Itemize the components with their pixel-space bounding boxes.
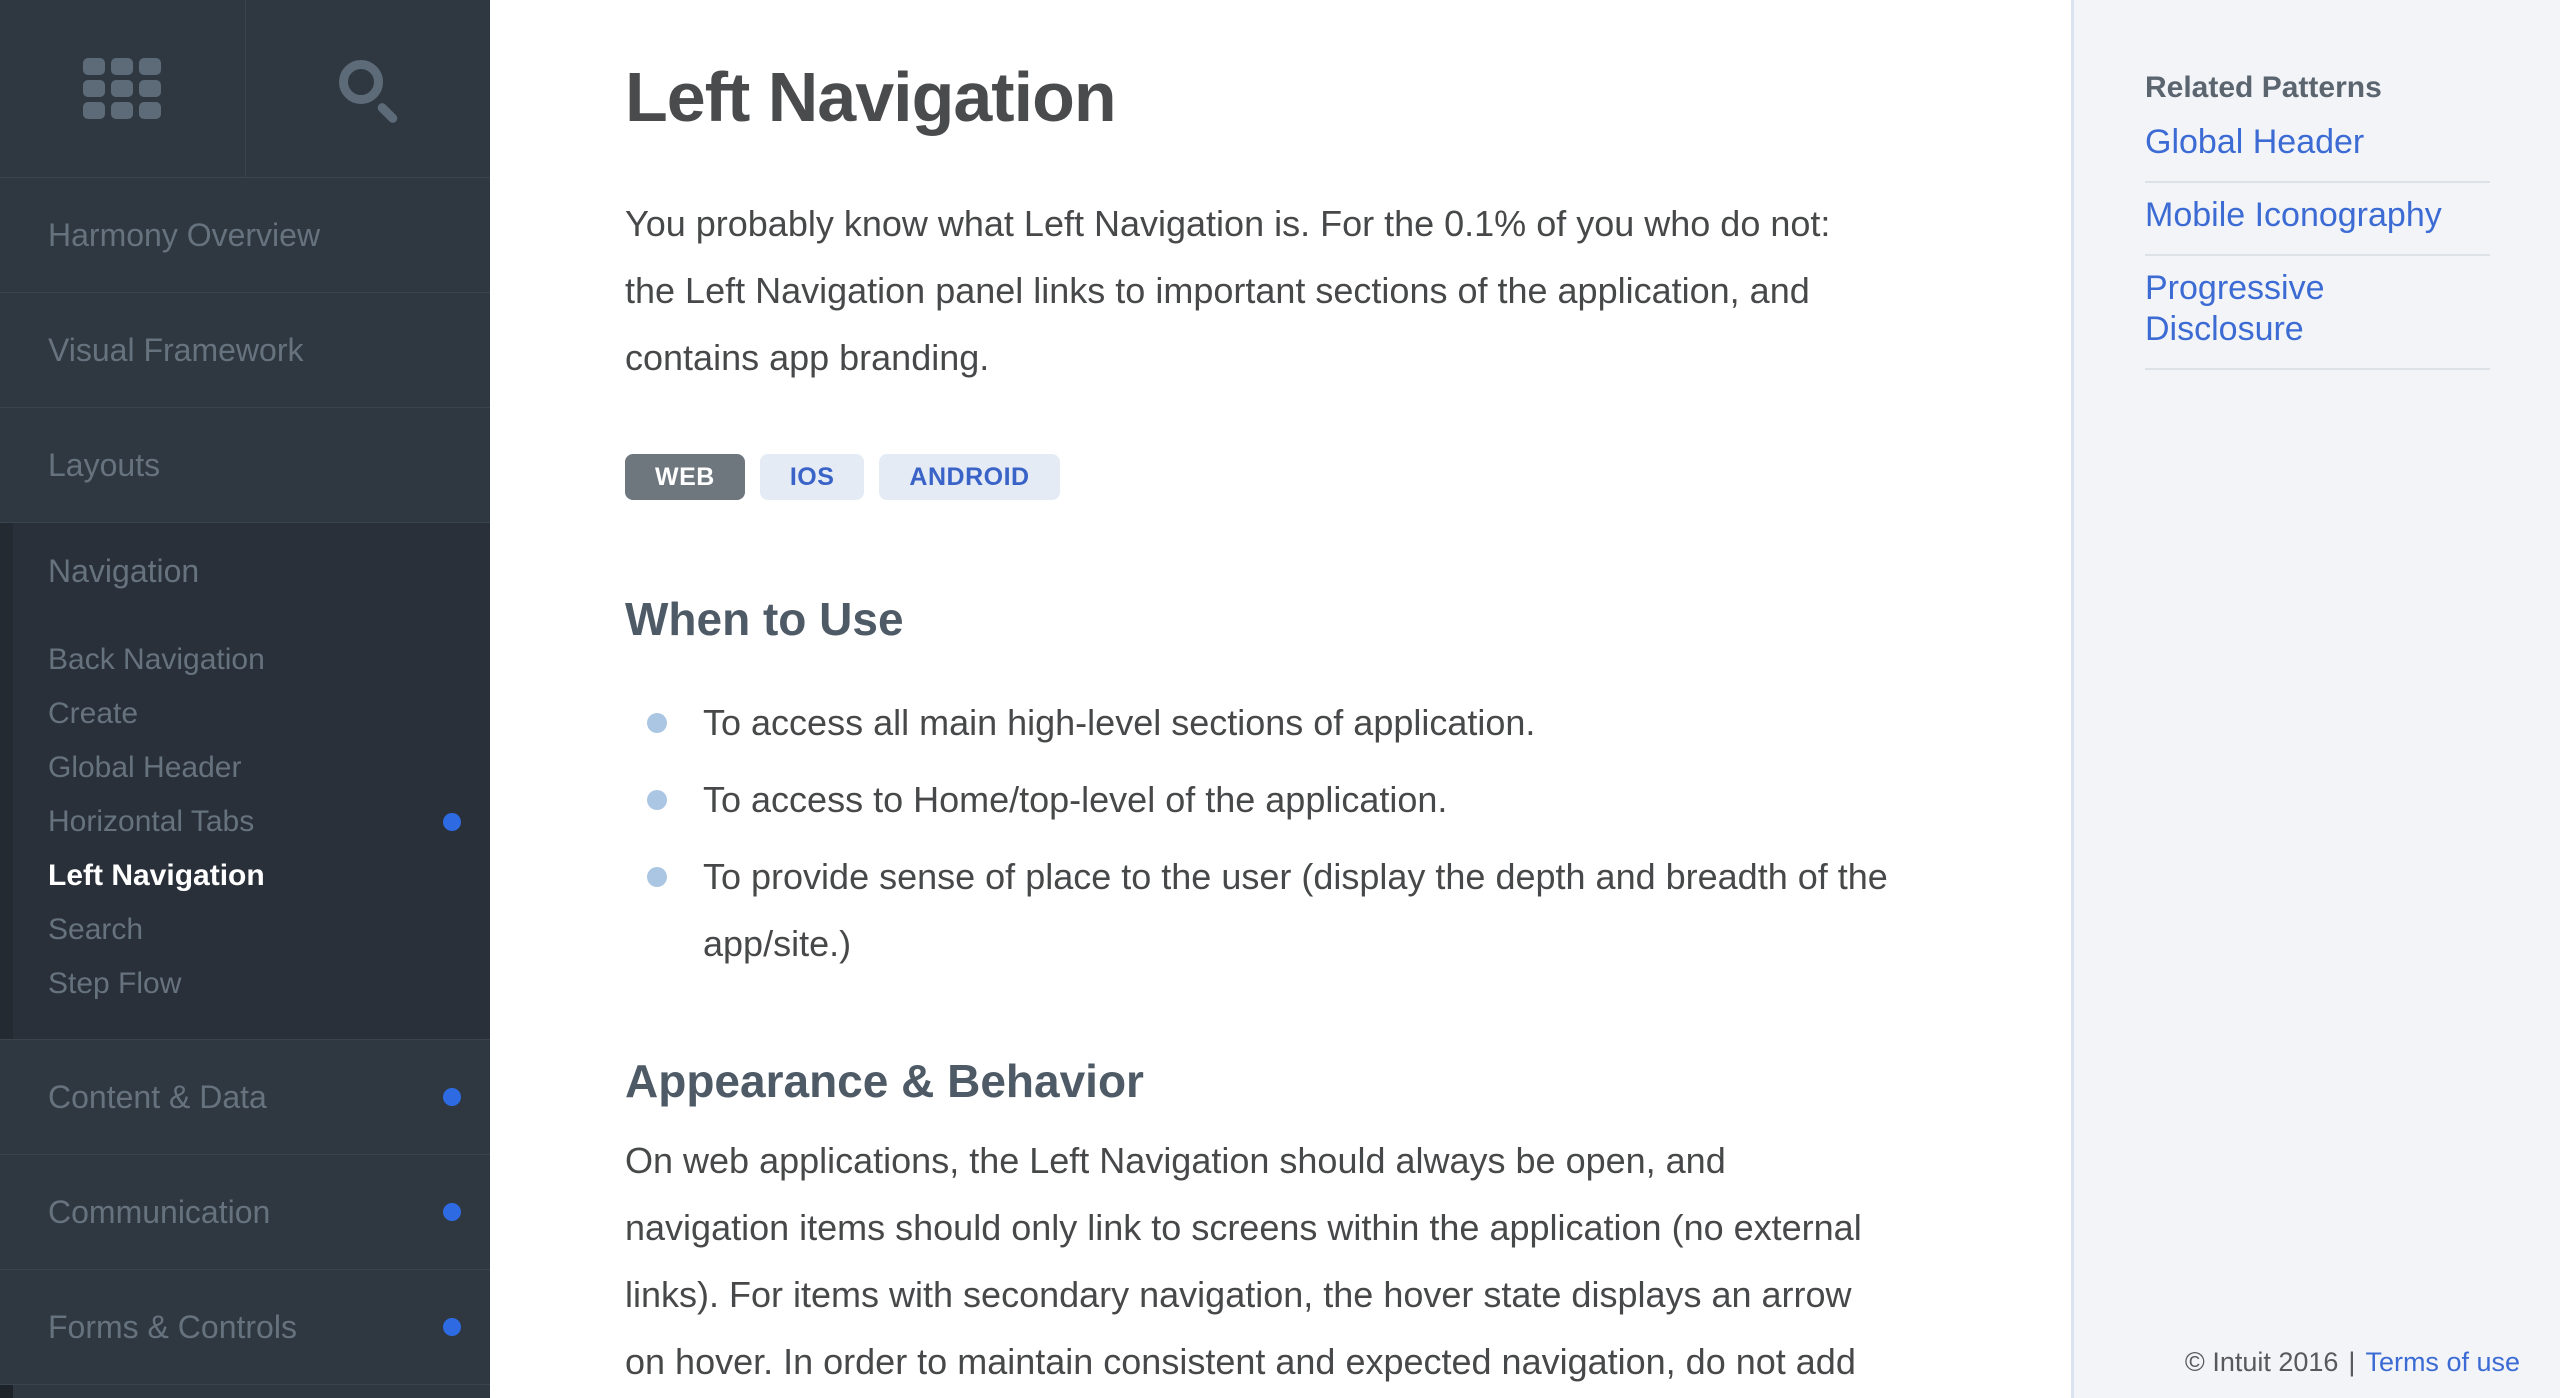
sidebar-item-content-data[interactable] [0,1040,490,1155]
sidebar-subitem-label: Search [48,913,144,946]
sidebar-subitem-label: Global Header [48,751,242,784]
sidebar-item-label: Content & Data [48,1078,267,1115]
sidebar-item-visual-framework[interactable] [0,293,490,408]
bullet-text: To provide sense of place to the user (display the depth and breadth of the [703,856,1888,897]
related-link-mobile-iconography[interactable]: Mobile Iconography [2145,196,2442,234]
tab-ios[interactable]: IOS [760,454,865,500]
sidebar-subitem-label: Back Navigation [48,643,265,676]
intro-paragraph [625,190,2071,391]
sidebar-icon-bar [0,0,490,178]
notification-dot-icon [443,1318,461,1336]
related-link-progressive-disclosure[interactable]: Progressive Disclosure [2145,269,2325,348]
page-title: Left Navigation [625,58,1116,136]
list-item [2145,256,2490,370]
appearance-behavior-heading: Appearance & Behavior [625,1055,1144,1107]
bullet-icon [647,867,667,887]
footer-separator: | [2348,1347,2356,1377]
copyright-text: © Intuit 2016 [2184,1347,2339,1377]
bullet-text: app/site.) [703,923,852,964]
tab-android[interactable]: ANDROID [879,454,1059,500]
list-item [2145,110,2490,183]
sidebar-item-global-header[interactable] [0,741,490,795]
sidebar-item-left-navigation[interactable] [0,849,490,903]
related-patterns-panel [2071,0,2560,1398]
when-to-use-list [625,689,2071,977]
paragraph-line: contains app branding. [625,337,990,378]
sidebar-item-horizontal-tabs[interactable] [0,795,490,849]
bullet-text: To access all main high-level sections of application. [703,702,1536,743]
paragraph-line: You probably know what Left Navigation is. For the 0.1% of you who do not: [625,203,1831,244]
tab-web[interactable]: WEB [625,454,745,500]
left-navigation-sidebar [0,0,490,1398]
sidebar-item-back-navigation[interactable] [0,633,490,687]
when-to-use-heading: When to Use [625,593,904,645]
sidebar-item-harmony-overview[interactable] [0,178,490,293]
grid-menu-icon [83,58,161,119]
paragraph-line: the Left Navigation panel links to important sections of the application, and [625,270,1810,311]
list-item [625,689,2071,756]
related-patterns-heading: Related Patterns [2145,71,2382,104]
paragraph-line: links). For items with secondary navigation, the hover state displays an arrow [625,1274,1852,1315]
main-content [490,0,2071,1398]
sidebar-item-label: Harmony Overview [48,216,321,253]
list-item [625,766,2071,833]
search-button[interactable] [245,0,491,177]
bullet-text: To access to Home/top-level of the application. [703,779,1448,820]
paragraph-line: on hover. In order to maintain consistent and expected navigation, do not add [625,1341,1856,1382]
sidebar-subitem-label: Left Navigation [48,859,265,892]
notification-dot-icon [443,1203,461,1221]
sidebar-item-label: Communication [48,1193,271,1230]
sidebar-item-step-flow[interactable] [0,957,490,1011]
bullet-icon [647,713,667,733]
sidebar-item-label: Layouts [48,446,161,483]
sidebar-item-forms-controls[interactable] [0,1270,490,1385]
sidebar-item-create[interactable] [0,687,490,741]
sidebar-section-navigation [0,523,490,1040]
sidebar-item-label: Forms & Controls [48,1308,297,1345]
sidebar-scroll-notch [0,1385,13,1398]
bullet-icon [647,790,667,810]
list-item [625,843,2071,977]
search-icon [337,58,399,120]
footer [2185,1345,2520,1379]
notification-dot-icon [443,1088,461,1106]
sidebar-item-label: Visual Framework [48,331,304,368]
appearance-paragraph [625,1127,2071,1395]
sidebar-item-navigation[interactable]: Navigation [48,553,200,589]
paragraph-line: On web applications, the Left Navigation should always be open, and [625,1140,1726,1181]
menu-button[interactable] [0,0,245,177]
platform-tabs [625,454,2071,500]
sidebar-item-search[interactable] [0,903,490,957]
sidebar-subitem-label: Horizontal Tabs [48,805,255,838]
sidebar-item-layouts[interactable] [0,408,490,523]
sidebar-subitem-label: Create [48,697,139,730]
sidebar-item-communication[interactable] [0,1155,490,1270]
list-item [2145,183,2490,256]
terms-of-use-link[interactable]: Terms of use [2365,1347,2520,1377]
paragraph-line: navigation items should only link to screens within the application (no external [625,1207,1862,1248]
notification-dot-icon [443,813,461,831]
sidebar-subitem-label: Step Flow [48,967,182,1000]
related-link-global-header[interactable]: Global Header [2145,123,2365,161]
